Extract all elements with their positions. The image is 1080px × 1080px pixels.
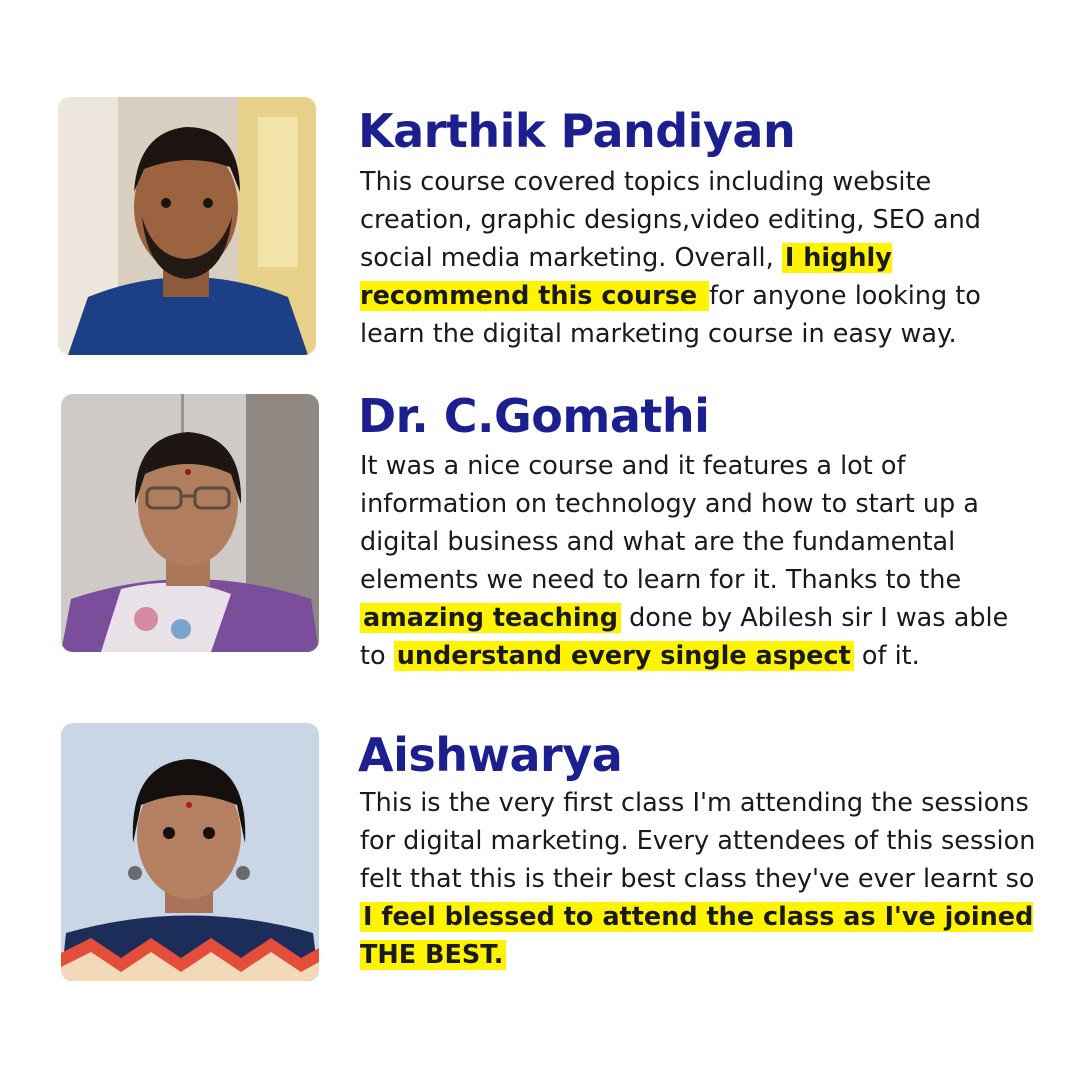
man-portrait-icon — [58, 97, 316, 355]
testimonial-photo — [61, 394, 319, 652]
testimonial-name: Karthik Pandiyan — [358, 104, 796, 158]
highlighted-phrase: I feel blessed to attend the class as I've joined THE BEST. — [360, 902, 1034, 970]
quote-text: This course covered topics including website creation, graphic designs,video editing, SEO and social media marketing. Overall, — [360, 167, 981, 273]
quote-text: This is the very first class I'm attending the sessions for digital marketing. Every attendees of this session felt that this is their best class they've ever learnt so — [360, 788, 1036, 894]
woman-portrait-icon — [61, 723, 319, 981]
testimonial-quote — [360, 784, 1040, 974]
quote-text: done by Abilesh sir I was able to — [360, 603, 1009, 671]
testimonial-quote — [360, 447, 1040, 675]
testimonial-name: Aishwarya — [358, 728, 623, 782]
woman-portrait-icon — [61, 394, 319, 652]
highlighted-phrase: I highly recommend this course — [360, 243, 892, 311]
highlighted-phrase: understand every single aspect — [394, 641, 854, 671]
testimonial-photo — [61, 723, 319, 981]
testimonial-photo — [58, 97, 316, 355]
quote-text: for anyone looking to learn the digital marketing course in easy way. — [360, 281, 981, 349]
testimonial-name: Dr. C.Gomathi — [358, 389, 710, 443]
highlighted-phrase: amazing teaching — [360, 603, 621, 633]
quote-text: It was a nice course and it features a lot of information on technology and how to start up a digital business and what are the fundamental elements we need to learn for it. Thanks to the — [360, 451, 979, 595]
testimonial-quote — [360, 163, 1040, 353]
quote-text: of it. — [853, 641, 920, 671]
